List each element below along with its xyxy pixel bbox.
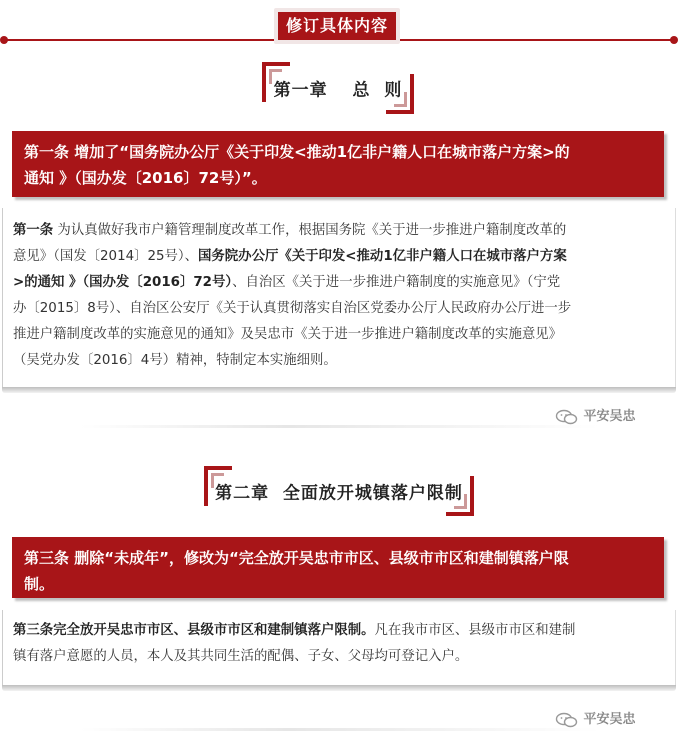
separator [80, 425, 600, 428]
amendment-banner-2 [12, 537, 664, 598]
article-1-box [2, 208, 676, 388]
divider-dot-left [0, 36, 8, 44]
chapter-title-text: 第二章 全面放开城镇落户限制 [215, 483, 463, 504]
separator [80, 728, 600, 731]
article-text-bold: >的通知 》（国办发〔2016〕72号） [13, 275, 233, 290]
chapter-title-text: 第一章 总 则 [273, 80, 403, 101]
banner-line: 第三条 删除“未成年”，修改为“完全放开吴忠市市区、县级市市区和建制镇落户限 [24, 549, 569, 567]
chapter-title-2 [204, 466, 474, 516]
article-text: 凡在我市市区、县级市市区和建制 [374, 623, 576, 638]
article-text-bold: 第三条完全放开吴忠市市区、县级市市区和建制镇落户限制。 [13, 623, 375, 638]
article-text: 、自治区《关于进一步推进户籍制度的实施意见》（宁党 [232, 275, 561, 290]
article-line [13, 244, 667, 270]
article-text-bold: 国务院办公厅《关于印发<推动1亿非户籍人口在城市落户方案 [198, 249, 567, 264]
wechat-icon [555, 409, 579, 425]
article-text: 为认真做好我市户籍管理制度改革工作，根据国务院《关于进一步推进户籍制度改革的 [53, 223, 567, 238]
article-line: 办〔2015〕8号）、自治区公安厅《关于认真贯彻落实自治区党委办公厅人民政府办公厅进一步 [13, 301, 572, 316]
article-line: 推进户籍制度改革的实施意见的通知》及吴忠市《关于进一步推进户籍制度改革的实施意见》 [13, 327, 563, 342]
banner-line: 通知 》（国办发〔2016〕72号）”。 [24, 169, 267, 187]
divider-dot-right [670, 36, 678, 44]
banner-line: 第一条 增加了“国务院办公厅《关于印发<推动1亿非户籍人口在城市落户方案>的 [24, 143, 570, 161]
article-line: （吴党办发〔2016〕4号）精神，特制定本实施细则。 [13, 353, 337, 368]
header-tab: 修订具体内容 [278, 12, 396, 40]
article-line [13, 270, 667, 296]
watermark [555, 405, 636, 425]
banner-line: 制。 [24, 575, 55, 593]
article-line: 镇有落户意愿的人员，本人及其共同生活的配偶、子女、父母均可登记入户。 [13, 649, 469, 664]
watermark-text: 平安吴忠 [583, 409, 636, 424]
article-text: 意见》（国发〔2014〕25号）、 [13, 249, 199, 264]
article-lead: 第一条 [13, 223, 54, 238]
amendment-banner-1 [12, 131, 664, 197]
box-shadow [2, 685, 676, 691]
article-3-box [2, 610, 676, 686]
watermark-text: 平安吴忠 [583, 712, 636, 727]
box-shadow [2, 387, 676, 393]
watermark [555, 708, 636, 728]
article-line [13, 618, 667, 644]
article-line [13, 218, 667, 244]
chapter-title-1 [262, 62, 414, 114]
wechat-icon [555, 712, 579, 728]
